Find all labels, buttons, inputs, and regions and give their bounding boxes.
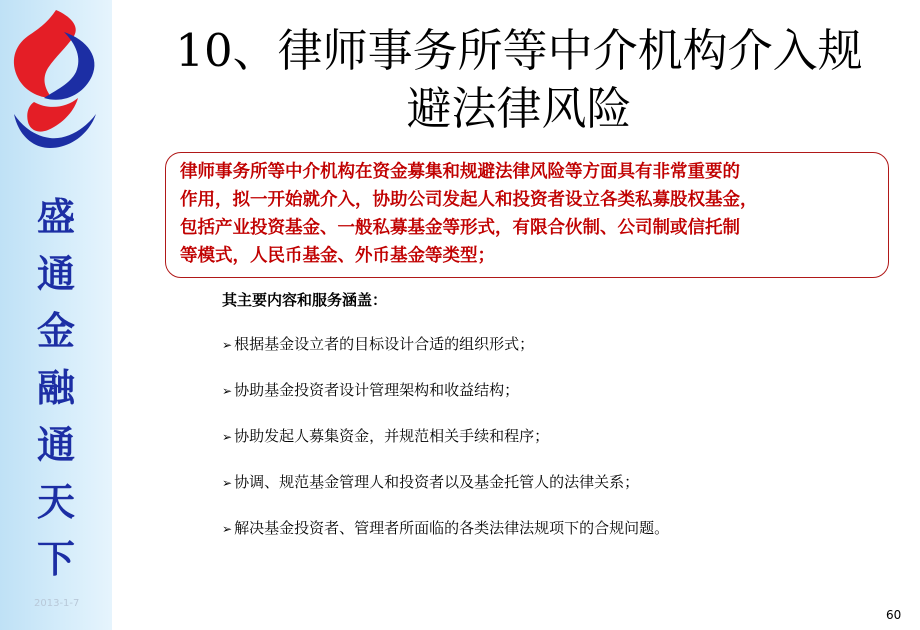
list-item-text: 协助基金投资者设计管理架构和收益结构； <box>234 381 520 399</box>
list-item <box>222 425 669 471</box>
services-heading: 其主要内容和服务涵盖： <box>222 291 388 309</box>
arrow-bullet-icon: ➢ <box>222 476 233 490</box>
brand-char: 融 <box>36 365 75 410</box>
company-logo-icon <box>4 2 108 152</box>
slide-title <box>118 22 920 138</box>
list-item-text: 协调、规范基金管理人和投资者以及基金托管人的法律关系； <box>234 473 640 491</box>
arrow-bullet-icon: ➢ <box>222 338 233 352</box>
list-item-text: 协助发起人募集资金，并规范相关手续和程序； <box>234 427 550 445</box>
list-item <box>222 333 669 379</box>
arrow-bullet-icon: ➢ <box>222 384 233 398</box>
list-item <box>222 471 669 517</box>
sidebar <box>0 0 112 630</box>
list-item-text: 解决基金投资者、管理者所面临的各类法律法规项下的合规问题。 <box>234 519 670 537</box>
services-list <box>222 333 669 563</box>
list-item <box>222 379 669 425</box>
brand-char: 盛 <box>36 194 75 239</box>
slide-date: 2013-1-7 <box>34 598 80 609</box>
list-item-text: 根据基金设立者的目标设计合适的组织形式； <box>234 335 535 353</box>
list-item <box>222 517 669 563</box>
brand-char: 通 <box>36 251 75 296</box>
callout-line-1: 律师事务所等中介机构在资金募集和规避法律风险等方面具有非常重要的 <box>180 162 740 182</box>
page-number: 60 <box>886 608 902 622</box>
title-line-2: 避法律风险 <box>406 82 632 135</box>
arrow-bullet-icon: ➢ <box>222 522 233 536</box>
brand-char: 下 <box>36 536 75 581</box>
callout-line-2: 作用，拟一开始就介入，协助公司发起人和投资者设立各类私募股权基金， <box>180 190 758 210</box>
brand-slogan-vertical <box>0 188 112 587</box>
brand-char: 通 <box>36 422 75 467</box>
callout-line-4: 等模式，人民币基金、外币基金等类型； <box>180 246 495 266</box>
brand-char: 天 <box>36 479 75 524</box>
callout-box <box>165 152 889 278</box>
brand-char: 金 <box>36 308 75 353</box>
arrow-bullet-icon: ➢ <box>222 430 233 444</box>
title-line-1: 10、律师事务所等中介机构介入规 <box>175 24 863 77</box>
callout-line-3: 包括产业投资基金、一般私募基金等形式，有限合伙制、公司制或信托制 <box>180 218 740 238</box>
